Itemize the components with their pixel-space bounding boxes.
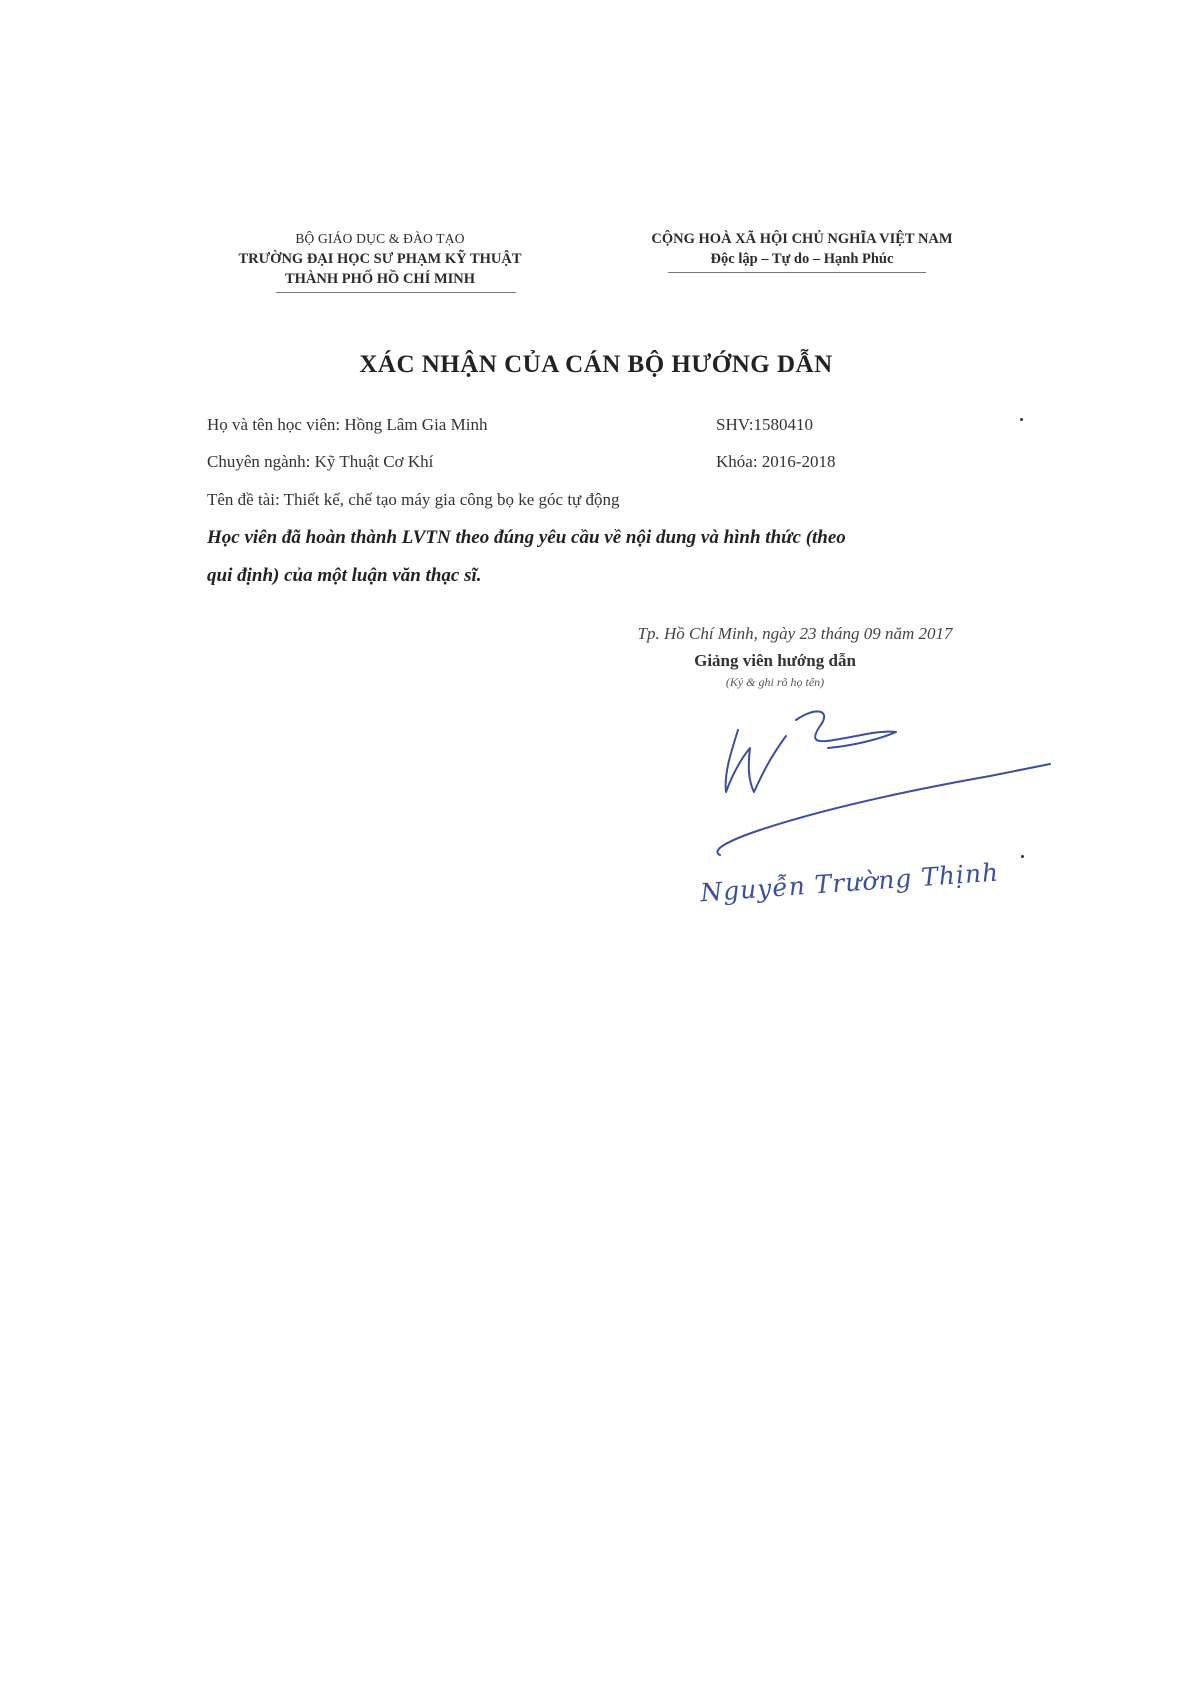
header-left-underline xyxy=(276,292,516,293)
statement-line2: qui định) của một luận văn thạc sĩ. xyxy=(207,565,482,586)
student-name: Họ và tên học viên: Hồng Lâm Gia Minh xyxy=(207,415,488,434)
header-right-underline xyxy=(668,272,926,273)
signature-role: Giảng viên hướng dẫn xyxy=(694,651,856,670)
ministry-name: BỘ GIÁO DỤC & ĐÀO TẠO xyxy=(295,231,465,246)
statement-line1: Học viên đã hoàn thành LVTN theo đúng yêu cầu về nội dung và hình thức (theo xyxy=(207,527,846,548)
signature-stroke-wave xyxy=(796,711,896,748)
signature-stroke-long xyxy=(717,764,1050,855)
speck xyxy=(1020,418,1023,421)
country-name: CỘNG HOÀ XÃ HỘI CHỦ NGHĨA VIỆT NAM xyxy=(651,231,953,247)
place-date: Tp. Hồ Chí Minh, ngày 23 tháng 09 năm 2017 xyxy=(637,624,953,643)
university-name-line2: THÀNH PHỐ HỒ CHÍ MINH xyxy=(284,271,476,287)
page-title: XÁC NHẬN CỦA CÁN BỘ HƯỚNG DẪN xyxy=(359,351,833,378)
signature-stroke-w xyxy=(726,730,786,792)
university-name-line1: TRƯỜNG ĐẠI HỌC SƯ PHẠM KỸ THUẬT xyxy=(238,251,522,267)
major: Chuyên ngành: Kỹ Thuật Cơ Khí xyxy=(207,452,434,471)
student-id: SHV:1580410 xyxy=(716,415,813,434)
header-left xyxy=(200,229,560,289)
handwritten-signer-name: Nguyễn Trường Thịnh xyxy=(699,857,1000,908)
national-motto: Độc lập – Tự do – Hạnh Phúc xyxy=(710,251,894,267)
speck xyxy=(1021,855,1024,858)
signature-instruction: (Ký & ghi rõ họ tên) xyxy=(725,675,825,689)
header-right xyxy=(622,229,982,269)
course-years: Khóa: 2016-2018 xyxy=(716,452,836,471)
thesis-topic: Tên đề tài: Thiết kế, chế tạo máy gia công bọ ke góc tự động xyxy=(207,490,620,509)
